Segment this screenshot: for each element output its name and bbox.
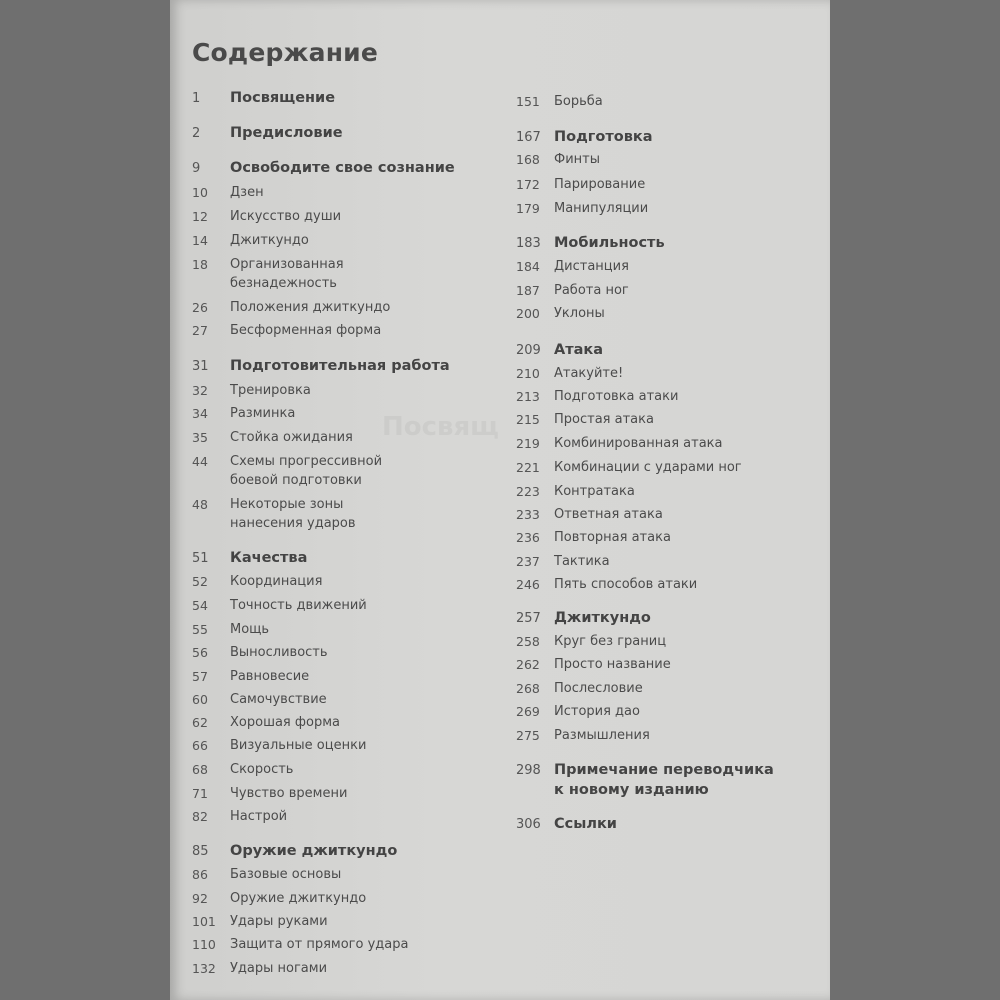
toc-page-number: 233 — [516, 507, 540, 522]
toc-subsection-title: Дзен — [230, 185, 264, 200]
toc-subsection-title: Положения джиткундо — [230, 300, 391, 315]
toc-page-number: 298 — [516, 763, 541, 778]
toc-page-number: 268 — [516, 681, 540, 696]
toc-page-number: 210 — [516, 366, 540, 381]
toc-page-number: 85 — [192, 844, 209, 859]
toc-subsection-title: Борьба — [554, 94, 603, 109]
toc-subsection-title: История дао — [554, 704, 640, 719]
toc-page-number: 269 — [516, 704, 540, 719]
toc-page-number: 56 — [192, 645, 208, 660]
toc-page-number: 2 — [192, 126, 201, 141]
page-title: Содержание — [192, 38, 379, 67]
toc-page-number: 221 — [516, 460, 540, 475]
toc-page-number: 223 — [516, 484, 540, 499]
toc-subsection-title: Круг без границ — [554, 634, 667, 649]
toc-subsection-title: Разминка — [230, 406, 296, 421]
toc-page-number: 101 — [192, 914, 216, 929]
toc-page-number: 32 — [192, 383, 208, 398]
toc-page-number: 246 — [516, 577, 540, 592]
toc-subsection-title: Схемы прогрессивной боевой подготовки — [230, 454, 383, 488]
toc-page-number: 44 — [192, 454, 208, 469]
toc-section-title: Подготовка — [554, 129, 653, 145]
toc-section-title: Оружие джиткундо — [230, 843, 398, 859]
toc-page-number: 183 — [516, 236, 541, 251]
toc-subsection-title: Защита от прямого удара — [230, 937, 409, 952]
toc-page-number: 26 — [192, 300, 208, 315]
toc-page-number: 9 — [192, 161, 201, 176]
toc-page-number: 200 — [516, 306, 540, 321]
toc-subsection-title: Контратака — [554, 484, 635, 499]
toc-page-number: 52 — [192, 574, 208, 589]
toc-subsection-title: Мощь — [230, 622, 270, 637]
toc-page-number: 151 — [516, 94, 540, 109]
toc-page-number: 48 — [192, 497, 208, 512]
toc-page-number: 306 — [516, 817, 541, 832]
toc-page-number: 18 — [192, 257, 208, 272]
toc-subsection-title: Атакуйте! — [554, 366, 624, 381]
toc-section-title: Посвящение — [230, 90, 336, 106]
toc-subsection-title: Джиткундо — [230, 233, 309, 248]
toc-subsection-title: Хорошая форма — [230, 715, 340, 730]
toc-page-number: 92 — [192, 891, 208, 906]
toc-subsection-title: Пять способов атаки — [554, 577, 698, 592]
toc-page-number: 237 — [516, 554, 540, 569]
toc-page-number: 55 — [192, 622, 208, 637]
toc-page-number: 236 — [516, 530, 540, 545]
toc-subsection-title: Тактика — [554, 554, 610, 569]
toc-page-number: 172 — [516, 177, 540, 192]
toc-subsection-title: Настрой — [230, 809, 288, 824]
toc-subsection-title: Комбинированная атака — [554, 436, 723, 451]
toc-subsection-title: Базовые основы — [230, 867, 342, 882]
toc-section-title: Атака — [554, 342, 604, 358]
toc-section-title: Предисловие — [230, 125, 343, 141]
toc-subsection-title: Комбинации с ударами ног — [554, 460, 742, 475]
toc-subsection-title: Удары руками — [230, 914, 328, 929]
toc-subsection-title: Скорость — [230, 762, 294, 777]
toc-subsection-title: Удары ногами — [230, 961, 328, 976]
toc-subsection-title: Равновесие — [230, 669, 310, 684]
toc-subsection-title: Работа ног — [554, 283, 629, 298]
toc-subsection-title: Парирование — [554, 177, 646, 192]
toc-page-number: 110 — [192, 937, 216, 952]
toc-subsection-title: Просто название — [554, 657, 671, 672]
toc-page-number: 132 — [192, 961, 216, 976]
toc-page-number: 60 — [192, 692, 208, 707]
toc-subsection-title: Дистанция — [554, 259, 629, 274]
toc-subsection-title: Чувство времени — [230, 786, 348, 801]
toc-page-number: 167 — [516, 130, 541, 145]
toc-page-number: 71 — [192, 786, 208, 801]
toc-page-number: 168 — [516, 152, 540, 167]
toc-subsection-title: Повторная атака — [554, 530, 671, 545]
toc-subsection-title: Самочувствие — [230, 692, 327, 707]
toc-section-title: Подготовительная работа — [230, 358, 450, 374]
toc-subsection-title: Уклоны — [554, 306, 605, 321]
toc-page-number: 57 — [192, 669, 208, 684]
toc-page-number: 187 — [516, 283, 540, 298]
toc-subsection-title: Послесловие — [554, 681, 643, 696]
toc-subsection-title: Размышления — [554, 728, 650, 743]
toc-section-title: Примечание переводчика к новому изданию — [554, 762, 774, 798]
toc-subsection-title: Некоторые зоны нанесения ударов — [230, 497, 356, 531]
toc-subsection-title: Оружие джиткундо — [230, 891, 367, 906]
toc-subsection-title: Бесформенная форма — [230, 323, 382, 338]
toc-page-number: 179 — [516, 201, 540, 216]
toc-subsection-title: Финты — [554, 152, 600, 167]
toc-section-title: Ссылки — [554, 816, 617, 832]
toc-section-title: Качества — [230, 550, 308, 566]
toc-subsection-title: Выносливость — [230, 645, 328, 660]
toc-page-number: 35 — [192, 430, 208, 445]
toc-page-number: 86 — [192, 867, 208, 882]
toc-subsection-title: Подготовка атаки — [554, 389, 679, 404]
toc-subsection-title: Простая атака — [554, 412, 654, 427]
toc-page-number: 82 — [192, 809, 208, 824]
toc-page-number: 213 — [516, 389, 540, 404]
show-through-text: Посвящ — [382, 412, 499, 442]
toc-page-number: 209 — [516, 343, 541, 358]
toc-subsection-title: Организованная безнадежность — [230, 257, 344, 291]
toc-page-number: 215 — [516, 412, 540, 427]
toc-subsection-title: Тренировка — [230, 383, 311, 398]
toc-section-title: Освободите свое сознание — [230, 160, 455, 176]
toc-page-number: 34 — [192, 406, 208, 421]
toc-page-number: 258 — [516, 634, 540, 649]
toc-page-number: 66 — [192, 738, 208, 753]
toc-page-number: 1 — [192, 91, 201, 106]
toc-subsection-title: Ответная атака — [554, 507, 663, 522]
toc-page-number: 54 — [192, 598, 208, 613]
toc-subsection-title: Искусство души — [230, 209, 342, 224]
toc-page-number: 27 — [192, 323, 208, 338]
toc-page-number: 14 — [192, 233, 208, 248]
toc-subsection-title: Координация — [230, 574, 323, 589]
toc-subsection-title: Стойка ожидания — [230, 430, 353, 445]
toc-subsection-title: Точность движений — [230, 598, 367, 613]
toc-section-title: Джиткундо — [554, 610, 651, 626]
toc-page-number: 262 — [516, 657, 540, 672]
toc-subsection-title: Манипуляции — [554, 201, 649, 216]
toc-page-number: 31 — [192, 359, 209, 374]
toc-page-number: 275 — [516, 728, 540, 743]
toc-page-number: 62 — [192, 715, 208, 730]
toc-page-number: 51 — [192, 551, 209, 566]
toc-page-number: 12 — [192, 209, 208, 224]
toc-page-number: 257 — [516, 611, 541, 626]
toc-subsection-title: Визуальные оценки — [230, 738, 367, 753]
toc-page-number: 219 — [516, 436, 540, 451]
toc-page-number: 10 — [192, 185, 208, 200]
toc-section-title: Мобильность — [554, 235, 665, 251]
toc-page-number: 68 — [192, 762, 208, 777]
toc-page-number: 184 — [516, 259, 540, 274]
